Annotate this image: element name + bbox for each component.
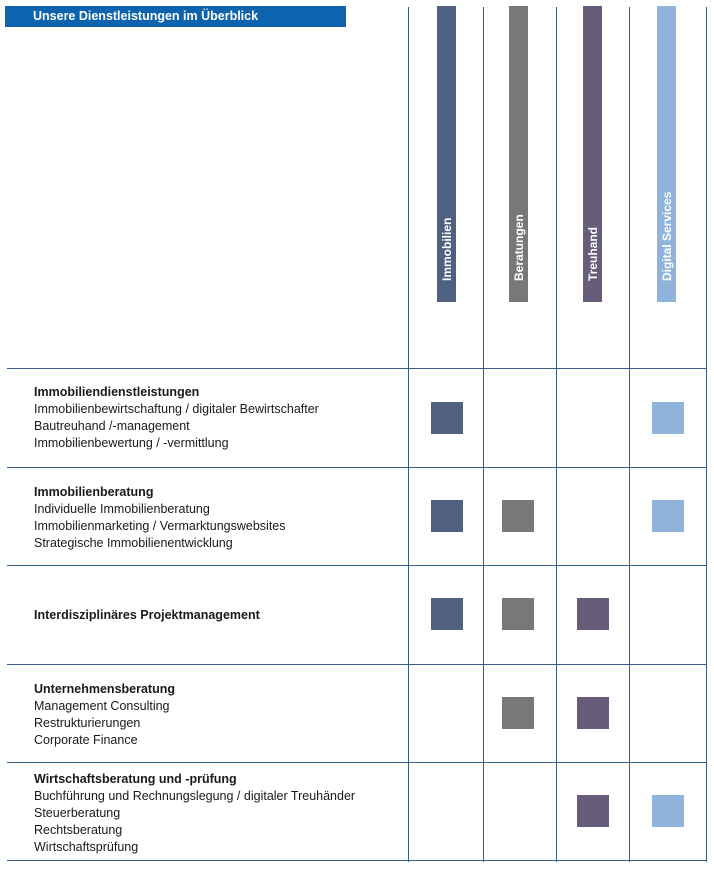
row-item: Corporate Finance [34, 733, 138, 747]
grid-line-vertical [706, 7, 707, 862]
service-mark [652, 402, 684, 434]
row-heading: Interdisziplinäres Projektmanagement [34, 608, 260, 622]
grid-line-vertical [483, 7, 484, 862]
service-mark [652, 500, 684, 532]
grid-line-horizontal [7, 467, 707, 468]
row-item: Buchführung und Rechnungslegung / digitaler Treuhänder [34, 789, 356, 803]
row-item: Strategische Immobilienentwicklung [34, 536, 233, 550]
service-mark [502, 500, 534, 532]
row-heading: Immobilienberatung [34, 485, 154, 499]
row-item: Immobilienbewertung / -vermittlung [34, 436, 229, 450]
row-item: Bautreuhand /-management [34, 419, 190, 433]
grid-line-horizontal [7, 565, 707, 566]
grid-line-horizontal [7, 762, 707, 763]
column-label: Treuhand [585, 226, 600, 281]
service-mark [577, 697, 609, 729]
service-mark [502, 598, 534, 630]
service-mark [652, 795, 684, 827]
column-label: Beratungen [511, 214, 526, 281]
grid-line-vertical [629, 7, 630, 862]
service-mark [431, 500, 463, 532]
column-label: Digital Services [659, 191, 674, 281]
column-label: Immobilien [439, 217, 454, 281]
row-item: Rechtsberatung [34, 823, 123, 837]
service-row-text [34, 771, 355, 856]
column-header-digital-services [657, 6, 676, 302]
row-item: Individuelle Immobilienberatung [34, 502, 210, 516]
service-mark [502, 697, 534, 729]
row-item: Restrukturierungen [34, 716, 141, 730]
column-header-treuhand [583, 6, 602, 302]
grid-line-horizontal [7, 368, 707, 369]
row-item: Immobilienmarketing / Vermarktungswebsites [34, 519, 286, 533]
service-mark [431, 598, 463, 630]
row-heading: Immobiliendienstleistungen [34, 385, 200, 399]
grid-line-vertical [556, 7, 557, 862]
row-item: Wirtschaftsprüfung [34, 840, 139, 854]
grid-line-horizontal [7, 664, 707, 665]
service-mark [431, 402, 463, 434]
row-item: Immobilienbewirtschaftung / digitaler Bewirtschafter [34, 402, 319, 416]
grid-line-vertical [408, 7, 409, 862]
row-heading: Unternehmensberatung [34, 682, 175, 696]
service-mark [577, 598, 609, 630]
row-heading: Wirtschaftsberatung und -prüfung [34, 772, 237, 786]
grid-line-horizontal [7, 860, 707, 861]
service-row-text [34, 607, 260, 624]
service-row-text [34, 384, 319, 452]
row-item: Steuerberatung [34, 806, 121, 820]
page-title: Unsere Dienstleistungen im Überblick [5, 6, 346, 27]
service-row-text [34, 681, 175, 749]
column-header-immobilien [437, 6, 456, 302]
row-item: Management Consulting [34, 699, 170, 713]
column-header-beratungen [509, 6, 528, 302]
service-mark [577, 795, 609, 827]
service-row-text [34, 484, 286, 552]
